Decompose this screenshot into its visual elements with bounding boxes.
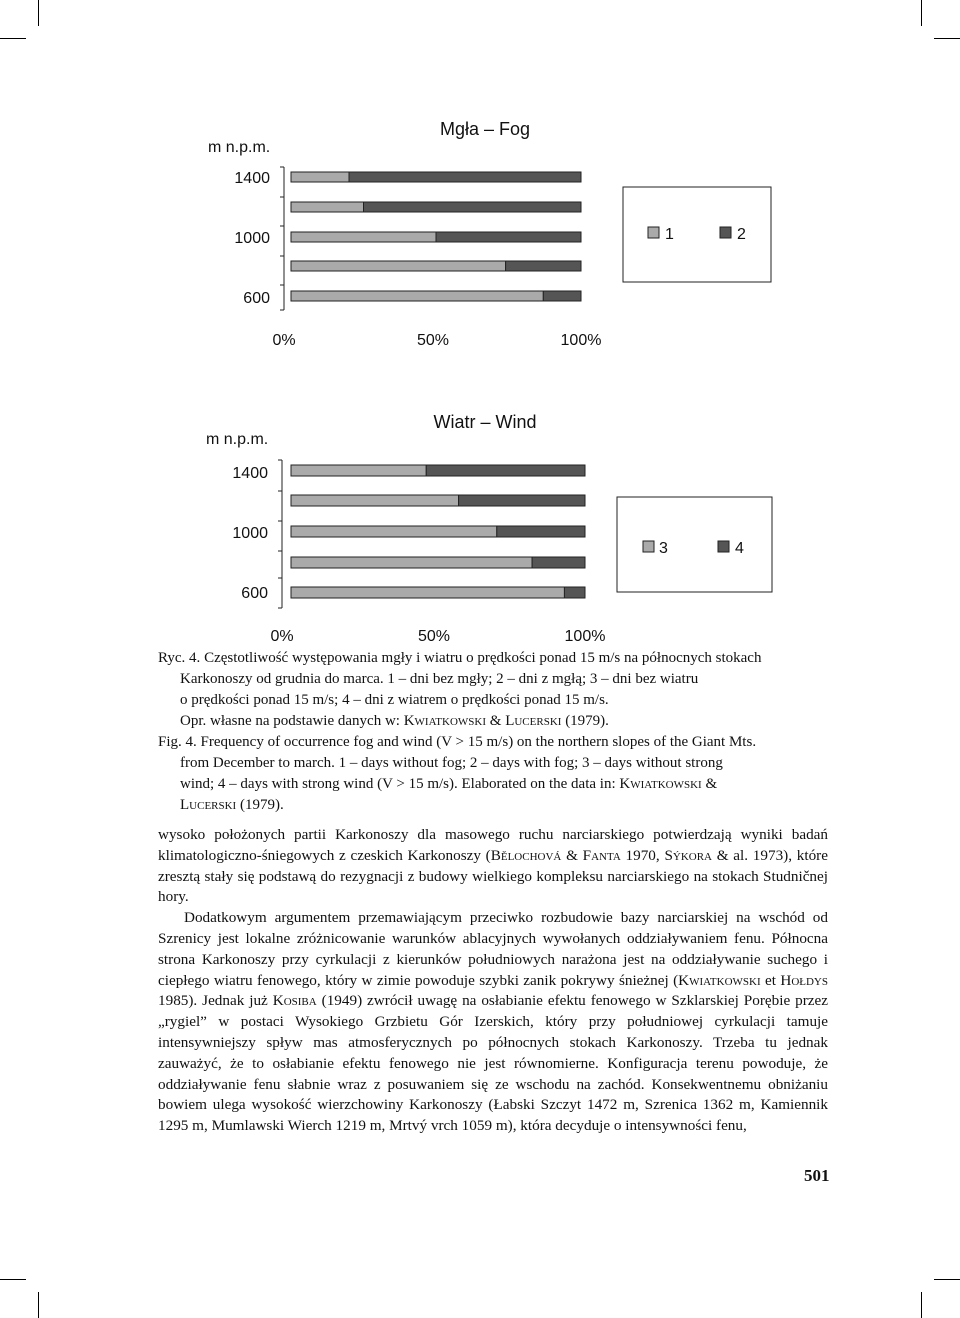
p1-author1: Bělochová (490, 846, 562, 864)
fog-bar-1-series-1 (291, 172, 349, 182)
caption-en-amp: & (701, 776, 718, 792)
wind-legend-swatch-3 (643, 541, 654, 552)
wind-ytick-600: 600 (241, 585, 268, 602)
wind-ytick-1000: 1000 (232, 525, 268, 542)
caption-en-text3: wind; 4 – days with strong wind (V > 15 m/s). Elaborated on the data in: (180, 776, 620, 792)
wind-bar-4-series-3 (291, 557, 532, 568)
caption-en-author1: Kwiatkowski (619, 776, 702, 792)
wind-bar-3-series-3 (291, 526, 497, 537)
caption-pl-text1: Częstotliwość występowania mgły i wiatru o prędkości ponad 15 m/s na północnych stokach (204, 650, 762, 666)
p1-text-d: & al. 1973), które zresztą stały się podstawą do rezygnacji z budowy wielkiego kompleksu narciarskiego na stokach Studničnej hory. (158, 846, 828, 906)
fog-bar-1-series-2 (349, 172, 581, 182)
p1-text-b: & (561, 846, 583, 864)
page-number: 501 (804, 1166, 830, 1185)
wind-bar-4-series-4 (532, 557, 585, 568)
caption-en-line1 (158, 732, 838, 753)
caption-pl-label: Ryc. 4. (158, 650, 201, 666)
figure-caption-pl (158, 648, 838, 732)
wind-bar-2-series-4 (459, 495, 585, 506)
fog-bar-5-series-1 (291, 291, 543, 301)
caption-en-year: (1979). (236, 797, 284, 813)
caption-pl-line3: o prędkości ponad 15 m/s; 4 – dni z wiatrem o prędkości ponad 15 m/s. (180, 692, 609, 708)
wind-xtick-100: 100% (564, 628, 606, 645)
fog-bar-5-series-2 (543, 291, 581, 301)
fog-chart-title: Mgła – Fog (439, 119, 531, 139)
wind-bar-1-series-3 (291, 465, 426, 476)
fog-ytick-600: 600 (243, 290, 270, 307)
caption-pl-source: Opr. własne na podstawie danych w: (180, 713, 404, 729)
caption-pl-author1: Kwiatkowski (403, 713, 487, 729)
fog-bar-4-series-2 (506, 261, 581, 271)
caption-en-line4 (158, 795, 838, 816)
caption-en-label: Fig. 4. (158, 734, 197, 750)
caption-pl-line4 (158, 711, 838, 732)
fog-bar-2-series-2 (364, 202, 582, 212)
fog-bar-3-series-1 (291, 232, 436, 242)
fog-xtick-100: 100% (560, 332, 602, 349)
p1-text-a: wysoko położonych partii Karkonoszy dla masowego ruchu narciarskiego potwierdzają wyniki badań klimatologiczno-śniegowych z czeskich Karkonoszy ( (158, 826, 828, 864)
wind-bar-1-series-4 (426, 465, 585, 476)
p1-author3: Sýkora (664, 846, 712, 864)
fog-ylabel: m n.p.m. (208, 139, 271, 156)
fog-axis (280, 167, 284, 310)
caption-pl-line1 (158, 648, 838, 669)
caption-en-line3 (158, 774, 838, 795)
wind-bar-5-series-3 (291, 587, 564, 598)
wind-legend-label-4: 4 (735, 540, 744, 557)
fog-bar-2-series-1 (291, 202, 364, 212)
wind-legend-swatch-4 (718, 541, 729, 552)
wind-legend-box (617, 497, 772, 592)
p1-text-c: 1970, (620, 846, 665, 864)
p2-author1: Kwiatkowski (678, 971, 761, 989)
wind-bar-5-series-4 (564, 587, 585, 598)
caption-pl-line2: Karkonoszy od grudnia do marca. 1 – dni bez mgły; 2 – dni z mgłą; 3 – dni bez wiatru (180, 671, 699, 687)
fog-legend-label-2: 2 (737, 226, 746, 243)
fog-legend-label-1: 1 (665, 226, 674, 243)
body-text (158, 825, 828, 1137)
fog-legend-swatch-1 (648, 227, 659, 238)
p2-author2: Hołdys (780, 971, 828, 989)
caption-pl-author2: Lucerski (505, 713, 562, 729)
caption-en-line2: from December to march. 1 – days without fog; 2 – days with fog; 3 – days without strong (180, 755, 723, 771)
fog-xtick-0: 0% (272, 332, 296, 349)
p2-text-a: Dodatkowym argumentem przemawiającym przeciwko rozbudowie bazy narciarskiej na wschód od Szrenicy jest lokalne zróżnicowanie warunków ablacyjnych wywołanych oddziaływaniem fenu. Północna strona Karkonoszy przy cyrkulacji z kierunków południowych narażona jest na oddziaływanie suchego i ciepłego wiatru fenowego, który w zimie powoduje szybki zanik pokrywy śnieżnej ( (158, 909, 828, 989)
wind-bars (291, 465, 585, 598)
paragraph-1 (158, 825, 828, 908)
caption-pl-amp: & (486, 713, 506, 729)
wind-ylabel: m n.p.m. (206, 431, 269, 448)
wind-legend-label-3: 3 (659, 540, 668, 557)
caption-pl-year: (1979). (561, 713, 609, 729)
wind-xtick-50: 50% (417, 628, 451, 645)
fog-bar-4-series-1 (291, 261, 506, 271)
caption-en-text1: Frequency of occurrence fog and wind (V > 15 m/s) on the northern slopes of the Giant Mts. (200, 734, 757, 750)
fog-legend-box (623, 187, 771, 282)
p1-author2: Fanta (582, 846, 621, 864)
fog-xtick-50: 50% (416, 332, 450, 349)
fog-legend-swatch-2 (720, 227, 731, 238)
fog-bar-3-series-2 (436, 232, 581, 242)
wind-ytick-1400: 1400 (232, 465, 268, 482)
wind-bar-3-series-4 (497, 526, 585, 537)
p2-author3: Kosiba (272, 992, 317, 1010)
caption-en-author2: Lucerski (180, 797, 237, 813)
paragraph-2 (158, 908, 828, 1137)
wind-xtick-0: 0% (270, 628, 294, 645)
fog-bars (291, 172, 581, 301)
fog-ytick-1400: 1400 (234, 170, 270, 187)
fog-ytick-1000: 1000 (234, 230, 270, 247)
figure-caption-en (158, 732, 838, 816)
wind-bar-2-series-3 (291, 495, 459, 506)
wind-chart (0, 390, 960, 660)
p2-text-d: (1949) zwrócił uwagę na osłabianie efektu fenowego w Szklarskiej Porębie przez „rygiel” w postaci Wysokiego Grzbietu Gór Izerskich, który przy południowej cyrkulacji tamuje intensywniejszy spływ mas atmosferycznych po północnych stokach Karkonoszy. Trzeba tu jednak zauważyć, że to osłabianie efektu fenowego nie jest równomierne. Konfiguracja terenu powoduje, że oddziaływanie fenu słabnie wraz z posuwaniem się ze wschodu na zachód. Konsekwentnemu obniżaniu bowiem ulega wysokość wierzchowiny Karkonoszy (Łabski Szczyt 1472 m, Szrenica 1362 m, Kamiennik 1295 m, Mumlawski Wierch 1219 m, Mrtvý vrch 1059 m), która decyduje o intensywności fenu, (158, 992, 828, 1135)
p2-text-c: 1985). Jednak już (158, 992, 273, 1010)
wind-axis (278, 460, 282, 608)
wind-chart-title: Wiatr – Wind (433, 412, 537, 432)
p2-text-b: et (760, 971, 781, 989)
